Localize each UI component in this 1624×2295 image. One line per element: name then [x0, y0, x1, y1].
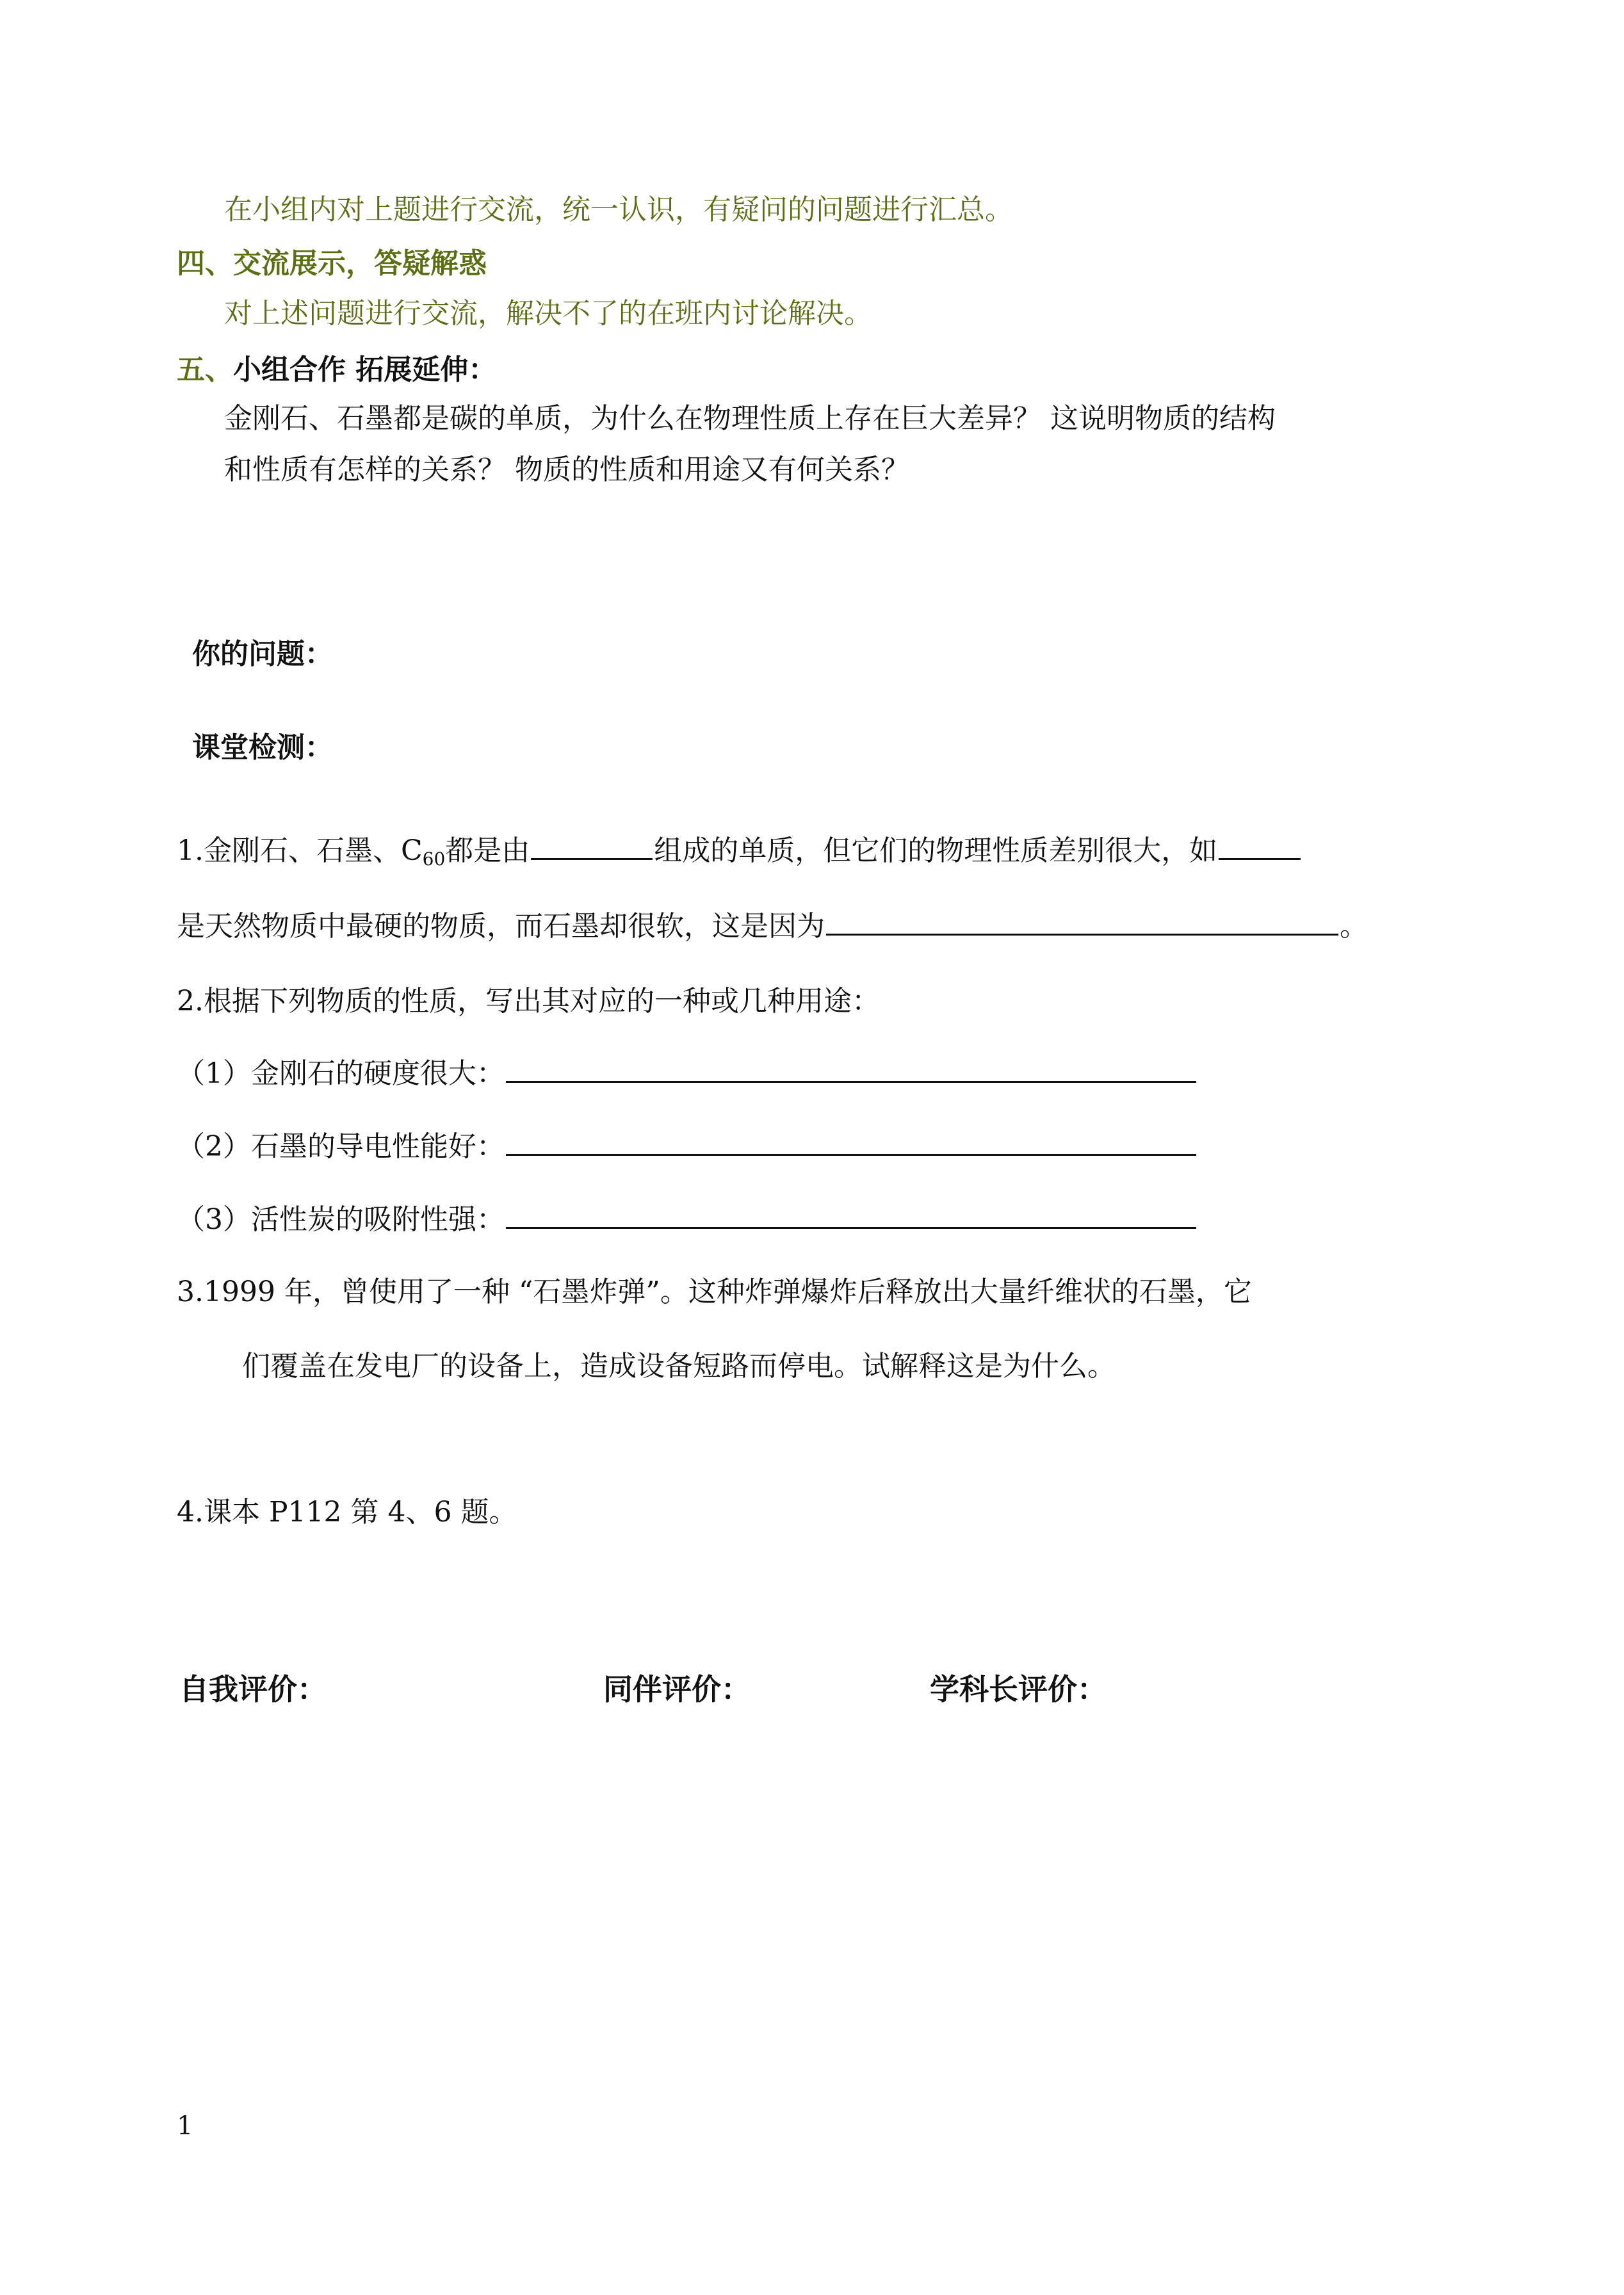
section4-text: 对上述问题进行交流，解决不了的在班内讨论解决。	[224, 297, 872, 330]
peer-evaluation-label: 同伴评价：	[603, 1672, 751, 1707]
q1-part3: 组成的单质，但它们的物理性质差别很大，如	[654, 834, 1218, 867]
page-number: 1	[177, 2111, 193, 2141]
q2-item-3	[177, 1201, 1198, 1238]
q2-blank-1[interactable]	[506, 1055, 1196, 1083]
q2-item-1	[177, 1055, 1198, 1092]
q2-blank-3[interactable]	[506, 1201, 1196, 1229]
leader-evaluation-label: 学科长评价：	[930, 1672, 1107, 1707]
classroom-test-heading: 课堂检测：	[192, 731, 333, 764]
q1-line2b: 。	[1340, 910, 1368, 943]
section5-line2: 和性质有怎样的关系？ 物质的性质和用途又有何关系？	[224, 453, 909, 486]
q1-blank-2[interactable]	[1219, 832, 1301, 860]
q1-line2a: 是天然物质中最硬的物质，而石墨却很软，这是因为	[177, 910, 825, 943]
q1-part1: 1.金刚石、石墨、C	[177, 834, 423, 867]
q1-part2: 都是由	[445, 834, 530, 867]
section5-line1: 金刚石、石墨都是碳的单质，为什么在物理性质上存在巨大差异？ 这说明物质的结构	[224, 402, 1276, 435]
section5-heading-prefix: 五、	[177, 353, 233, 386]
q3-line1: 3.1999 年，曾使用了一种 “石墨炸弹”。这种炸弹爆炸后释放出大量纤维状的石墨，它	[177, 1276, 1252, 1308]
q1-blank-1[interactable]	[531, 832, 653, 860]
q2-item-2-label: （2）石墨的导电性能好：	[177, 1130, 505, 1163]
section5-heading	[177, 352, 496, 388]
q3-line2: 们覆盖在发电厂的设备上，造成设备短路而停电。试解释这是为什么。	[242, 1350, 1116, 1383]
section3-text: 在小组内对上题进行交流，统一认识，有疑问的问题进行汇总。	[224, 193, 1013, 226]
section5-heading-rest: 小组合作 拓展延伸：	[233, 353, 497, 386]
q1-line1	[177, 832, 1302, 877]
q2-blank-2[interactable]	[506, 1128, 1196, 1156]
section4-heading: 四、交流展示，答疑解惑	[177, 247, 487, 280]
q1-line2	[177, 908, 1368, 945]
q4-text: 4.课本 P112 第 4、6 题。	[177, 1496, 517, 1529]
q2-item-3-label: （3）活性炭的吸附性强：	[177, 1203, 505, 1236]
your-questions-label: 你的问题：	[192, 638, 333, 670]
q1-subscript: 60	[422, 848, 446, 870]
q2-item-1-label: （1）金刚石的硬度很大：	[177, 1057, 505, 1090]
q1-blank-3[interactable]	[826, 908, 1338, 936]
q2-stem: 2.根据下列物质的性质，写出其对应的一种或几种用途：	[177, 985, 880, 1018]
self-evaluation-label: 自我评价：	[179, 1672, 327, 1707]
q2-item-2	[177, 1128, 1198, 1165]
